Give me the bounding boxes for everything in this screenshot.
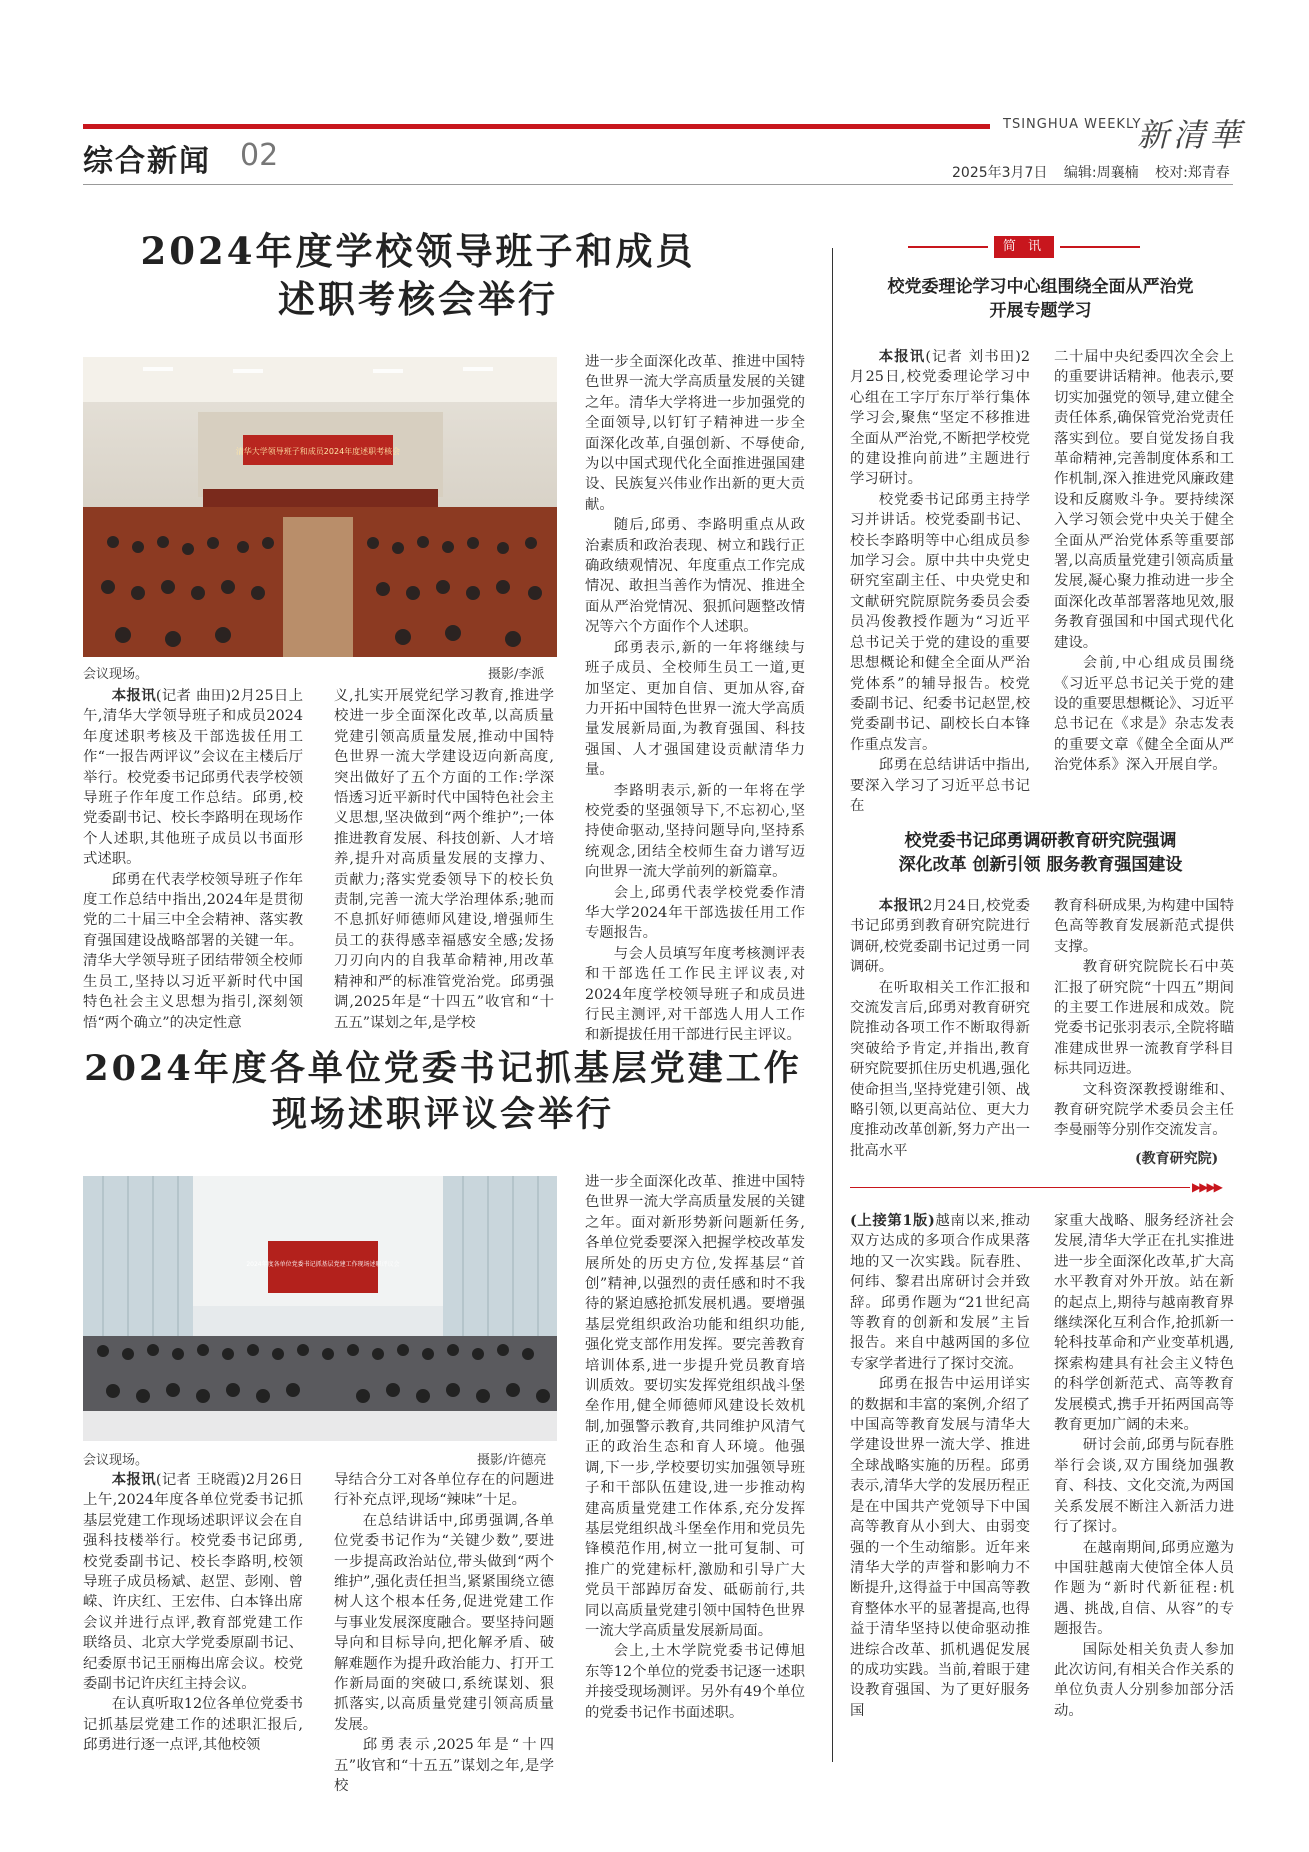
article1-col3-para3: 邱勇表示,新的一年将继续与班子成员、全校师生员工一道,更加坚定、更加自信、更加从容,奋力开拓中国特色世界一流大学高质量发展新局面,为教育强国、科技强国、人才强国建设贡献清华力量。 <box>585 639 805 779</box>
continued-divider <box>850 1187 1190 1188</box>
brief2-colA-para1: 2月24日,校党委书记邱勇到教育研究院进行调研,校党委副书记过勇一同调研。 <box>850 898 1030 976</box>
article2-col1 <box>83 1470 303 1762</box>
article2-photo-banner-text: 2024年度各单位党委书记抓基层党建工作现场述职评议会 <box>246 1261 400 1268</box>
article1-col1 <box>83 686 303 1031</box>
article1-col3-para2: 随后,邱勇、李路明重点从政治素质和政治表现、树立和践行正确政绩观情况、年度重点工作完成情况、敢担当善作为情况、推进全面从严治党情况、狠抓问题整改情况等六个方面作个人述职。 <box>585 517 805 636</box>
article1-lead: 本报讯 <box>111 687 156 704</box>
editor-credit: 编辑:周襄楠 <box>1063 165 1139 181</box>
brief1-colA-para1: (记者 刘书田)2月25日,校党委理论学习中心组在工字厅东厅举行集体学习会,聚焦“坚定不移推进全面从严治党,不断把学校党的建设推向前进”主题进行学习研讨。 <box>850 349 1030 488</box>
brief1-colB-para2: 会前,中心组成员围绕《习近平总书记关于党的建设的重要思想概论》、习近平总书记在《求是》杂志发表的重要文章《健全全面从严治党体系》深入开展自学。 <box>1054 655 1234 774</box>
article2-col2 <box>334 1470 554 1795</box>
continued-lead: (上接第1版) <box>850 1212 935 1229</box>
article2-col3-para1: 进一步全面深化改革、推进中国特色世界一流大学高质量发展的关键之年。面对新形势新问题新任务,各单位党委要深入把握学校改革发展所处的历史方位,发挥基层“首创”精神,以强烈的责任感和时不我待的紧迫感抢抓发展机遇。要增强基层党组织政治功能和组织功能,强化党支部作用发挥。要完善教育培训体系,进一步提升党员教育培训质效。要切实发挥党组织战斗堡垒作用,健全师德师风建设长效机制,加强警示教育,共同维护风清气正的政治生态和育人环境。他强调,下一步,学校要切实加强领导班子和干部队伍建设,进一步推动构建高质量党建工作体系,充分发挥基层党组织战斗堡垒作用和党员先锋模范作用,树立一批可复制、可推广的党建标杆,激励和引导广大党员干部踔厉奋发、砥砺前行,共同以高质量党建引领中国特色世界一流大学高质量发展新局面。 <box>585 1174 805 1639</box>
article1-col2-para: 义,扎实开展党纪学习教育,推进学校进一步全面深化改革,以高质量党建引领高质量发展,推动中国特色世界一流大学建设迈向新高度,突出做好了五个方面的工作:学深悟透习近平新时代中国特色社会主义思想,坚决做到“两个维护”;一体推进教育发展、科技创新、人才培养,提升对高质量发展的支撑力、贡献力;落实党委领导下的校长负责制,完善一流大学治理体系;驰而不息抓好师德师风建设,增强师生员工的获得感幸福感安全感;发扬刀刃向内的自我革命精神,用改革精神和严的标准管党治党。邱勇强调,2025年是“十四五”收官和“十五五”谋划之年,是学校 <box>334 688 554 1031</box>
brief-tag-right-rule <box>1060 246 1140 248</box>
brief1-headline-line1: 校党委理论学习中心组围绕全面从严治党 <box>887 277 1194 297</box>
brief-tag-left-rule <box>908 246 988 248</box>
article2-col1-para2: 在认真听取12位各单位党委书记抓基层党建工作的述职汇报后,邱勇进行逐一点评,其他校领 <box>83 1696 303 1754</box>
brief1-headline <box>848 276 1233 324</box>
continued-colB <box>1054 1211 1234 1762</box>
article1-col3-para1: 进一步全面深化改革、推进中国特色世界一流大学高质量发展的关键之年。清华大学将进一步加强党的全面领导,以钉钉子精神进一步全面深化改革,自强创新、不辱使命,为以中国式现代化全面推进强国建设、民族复兴伟业作出新的更大贡献。 <box>585 354 805 513</box>
article1-photo-credit: 摄影/李派 <box>488 667 545 682</box>
article2-headline-line1: 2024年度各单位党委书记抓基层党建工作 <box>84 1048 802 1089</box>
article2-lead: 本报讯 <box>111 1471 156 1488</box>
brief2-colB-para1: 教育科研成果,为构建中国特色高等教育发展新范式提供支撑。 <box>1054 898 1234 955</box>
brief2-colB <box>1054 896 1234 1148</box>
article1-headline <box>83 227 753 323</box>
article1-photo-banner-text: 清华大学领导班子和成员2024年度述职考核会 <box>235 447 401 456</box>
brief1-colA-para2: 校党委书记邱勇主持学习并讲话。校党委副书记、校长李路明等中心组成员参加学习会。原中共中央党史研究室副主任、中央党史和文献研究院原院务委员会委员冯俊教授作题为“习近平总书记关于党的建设的重要思想概论和健全全面从严治党体系”的辅导报告。校党委副书记、纪委书记赵罡,校党委副书记、副校长白本锋作重点发言。 <box>850 491 1030 753</box>
brief2-source: (教育研究院) <box>1135 1151 1219 1167</box>
continued-colB-para4: 国际处相关负责人参加此次访问,有相关合作关系的单位负责人分别参加部分活动。 <box>1054 1641 1234 1719</box>
article1-col3-para4: 李路明表示,新的一年将在学校党委的坚强领导下,不忘初心,坚持使命驱动,坚持问题导向,坚持系统观念,团结全校师生奋力谱写迈向世界一流大学前列的新篇章。 <box>585 782 805 881</box>
brief2-headline-line2: 深化改革 创新引领 服务教育强国建设 <box>898 854 1183 875</box>
brief1-colA <box>850 347 1030 821</box>
header-red-rule <box>83 124 990 129</box>
article2-photo <box>83 1176 557 1441</box>
article2-col1-para1: (记者 王晓霞)2月26日上午,2024年度各单位党委书记抓基层党建工作现场述职评议会在自强科技楼举行。校党委书记邱勇,校党委副书记、校长李路明,校领导班子成员杨斌、赵罡、彭刚、曾嵘、许庆红、王宏伟、白本锋出席会议并进行点评,教育部党建工作联络员、北京大学党委原副书记、纪委原书记王丽梅出席会议。校党委副书记许庆红主持会议。 <box>83 1472 303 1693</box>
article2-headline <box>83 1046 803 1137</box>
proofreader-credit: 校对:郑青春 <box>1155 165 1230 181</box>
article1-col3 <box>585 352 805 1044</box>
column-separator <box>832 248 833 1762</box>
brief2-colB-para2: 教育研究院院长石中英汇报了研究院“十四五”期间的主要工作进展和成效。院党委书记张羽表示,全院将瞄准建成世界一流教育学科目标共同迈进。 <box>1054 959 1234 1078</box>
meeting-hall-image-2 <box>83 1176 557 1441</box>
brief2-colB-para3: 文科资深教授谢维和、教育研究院学术委员会主任李曼丽等分别作交流发言。 <box>1054 1081 1234 1139</box>
brief1-colB-para1: 二十届中央纪委四次全会上的重要讲话精神。他表示,要切实加强党的领导,建立健全责任体系,确保管党治党责任落实到位。要自觉发扬自我革命精神,完善制度体系和工作机制,深入推进党风廉政建设和反腐败斗争。要持续深入学习领会党中央关于健全全面从严治党体系等重要部署,以高质量党建引领高质量发展,凝心聚力推动进一步全面深化改革部署落地见效,服务教育强国和中国式现代化建设。 <box>1054 349 1234 651</box>
brief2-headline-line1: 校党委书记邱勇调研教育研究院强调 <box>904 831 1177 851</box>
article1-col3-para6: 与会人员填写年度考核测评表和干部选任工作民主评议表,对2024年度学校领导班子和成员进行民主测评,对干部选人用人工作和新提拔任用干部进行民主评议。 <box>585 945 805 1044</box>
article1-col1-para2: 邱勇在代表学校领导班子作年度工作总结中指出,2024年是贯彻党的二十届三中全会精神、落实教育强国建设战略部署的关键一年。清华大学领导班子团结带领全校师生员工,坚持以习近平新时代中国特色社会主义思想为指引,深刻领悟“两个确立”的决定性意 <box>83 871 303 1031</box>
brief2-colA-para2: 在听取相关工作汇报和交流发言后,邱勇对教育研究院推动各项工作不断取得新突破给予肯定,并指出,教育研究院要抓住历史机遇,强化使命担当,坚持党建引领、战略引领,以更高站位、更大力度推动改革创新,努力产出一批高水平 <box>850 979 1030 1159</box>
continued-arrows-icon: ▶▶▶▶ <box>1192 1180 1221 1194</box>
article1-col3-para5: 会上,邱勇代表学校党委作清华大学2024年干部选拔任用工作专题报告。 <box>585 884 805 942</box>
article1-col2 <box>334 686 554 1031</box>
brief-tag-box: 简 讯 <box>994 236 1054 258</box>
weekly-label: TSINGHUA WEEKLY <box>1003 117 1142 132</box>
brief1-lead: 本报讯 <box>878 348 926 365</box>
article2-col2-para2: 在总结讲话中,邱勇强调,各单位党委书记作为“关键少数”,要进一步提高政治站位,带头做到“两个维护”,强化责任担当,紧紧围绕立德树人这个根本任务,促进党建工作与事业发展深度融合。要坚持问题导向和目标导向,把化解矛盾、破解难题作为提升政治能力、打开工作新局面的突破口,系统谋划、狠抓落实,以高质量党建引领高质量发展。 <box>334 1512 554 1733</box>
article2-col2-para3: 邱勇表示,2025年是“十四五”收官和“十五五”谋划之年,是学校 <box>334 1737 554 1795</box>
article1-caption: 会议现场。 <box>83 667 149 682</box>
brief2-lead: 本报讯 <box>878 897 924 914</box>
issue-byline <box>952 162 1230 182</box>
article2-caption: 会议现场。 <box>83 1453 149 1468</box>
article1-photo <box>83 357 557 657</box>
article1-headline-line1: 2024年度学校领导班子和成员 <box>140 229 696 273</box>
continued-colB-para2: 研讨会前,邱勇与阮春胜举行会谈,双方围绕加强教育、科技、文化交流,为两国关系发展不断注入新活力进行了探讨。 <box>1054 1437 1234 1536</box>
continued-colA <box>850 1211 1030 1762</box>
article2-col3-para2: 会上,土木学院党委书记傅旭东等12个单位的党委书记逐一述职并接受现场测评。另外有49个单位的党委书记作书面述职。 <box>585 1643 805 1721</box>
section-title: 综合新闻 <box>83 144 211 179</box>
article2-photo-credit: 摄影/许德亮 <box>477 1453 547 1468</box>
continued-colB-para3: 在越南期间,邱勇应邀为中国驻越南大使馆全体人员作题为“新时代新征程:机遇、挑战,自信、从容”的专题报告。 <box>1054 1539 1234 1638</box>
page-number: 02 <box>240 138 279 173</box>
article1-headline-line2: 述职考核会举行 <box>278 277 558 322</box>
header-divider <box>83 184 1233 185</box>
brief1-headline-line2: 开展专题学习 <box>989 300 1092 321</box>
issue-date: 2025年3月7日 <box>952 165 1048 181</box>
brief2-colA <box>850 896 1030 1168</box>
brief1-colB <box>1054 347 1234 821</box>
continued-colB-para1: 家重大战略、服务经济社会发展,清华大学正在扎实推进进一步全面深化改革,扩大高水平教育对外开放。站在新的起点上,期待与越南教育界继续深化互利合作,抢抓新一轮科技革命和产业变革机遇,探索构建具有社会主义特色的科学创新范式、高等教育发展模式,携手开拓两国高等教育更加广阔的未来。 <box>1054 1213 1234 1434</box>
newspaper-logo: 新清華 <box>1137 116 1246 154</box>
brief-tag <box>908 236 1139 258</box>
meeting-hall-image <box>83 357 557 657</box>
article2-headline-line2: 现场述职评议会举行 <box>271 1093 614 1135</box>
article1-col1-para1: (记者 曲田)2月25日上午,清华大学领导班子和成员2024年度述职考核及干部选拔任用工作“一报告两评议”会议在主楼后厅举行。校党委书记邱勇代表学校领导班子作年度工作总结。邱勇,校党委副书记、校长李路明在现场作个人述职,其他班子成员以书面形式述职。 <box>83 688 303 868</box>
continued-colA-para2: 邱勇在报告中运用详实的数据和丰富的案例,介绍了中国高等教育发展与清华大学建设世界一流大学、推进全球战略实施的历程。邱勇表示,清华大学的发展历程正是在中国共产党领导下中国高等教育从小到大、由弱变强的一个生动缩影。近年来清华大学的声誉和影响力不断提升,这得益于中国高等教育整体水平的显著提高,也得益于清华坚持以使命驱动推进综合改革、抓机遇促发展的成功实践。当前,着眼于建设教育强国、为了更好服务国 <box>850 1376 1030 1719</box>
brief2-headline <box>848 830 1233 878</box>
article2-col2-para1: 导结合分工对各单位存在的问题进行补充点评,现场“辣味”十足。 <box>334 1472 554 1509</box>
brief1-colA-para3: 邱勇在总结讲话中指出,要深入学习了习近平总书记在 <box>850 757 1030 814</box>
article2-col3 <box>585 1172 805 1762</box>
continued-colA-para1: 越南以来,推动双方达成的多项合作成果落地的又一次实践。阮春胜、何纬、黎君出席研讨会并致辞。邱勇作题为“21世纪高等教育的创新和发展”主旨报告。来自中越两国的多位专家学者进行了探讨交流。 <box>850 1213 1030 1372</box>
